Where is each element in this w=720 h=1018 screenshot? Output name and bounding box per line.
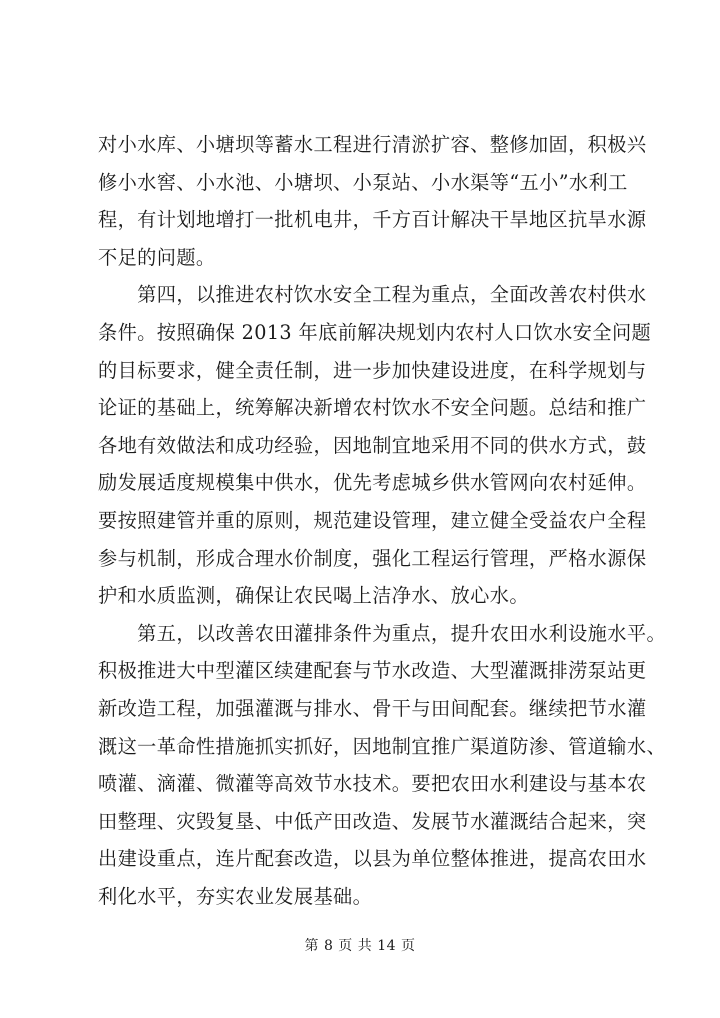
text-line: 参与机制，形成合理水价制度，强化工程运行管理，严格水源保 [98,546,647,570]
text-line: 溉这一革命性措施抓实抓好，因地制宜推广渠道防渗、管道输水、 [98,734,667,758]
text-line: 护和水质监测，确保让农民喝上洁净水、放心水。 [98,584,529,608]
text-line: 各地有效做法和成功经验，因地制宜地采用不同的供水方式，鼓 [98,433,647,457]
page-number-footer: 第 8 页 共 14 页 [304,938,416,954]
text-line: 积极推进大中型灌区续建配套与节水改造、大型灌溉排涝泵站更 [98,659,647,683]
text-line: 励发展适度规模集中供水，优先考虑城乡供水管网向农村延伸。 [98,471,647,495]
body-text [98,126,667,915]
text-line: 第五，以改善农田灌排条件为重点，提升农田水利设施水平。 [98,621,667,645]
text-line: 不足的问题。 [98,245,216,269]
text-line: 第四，以推进农村饮水安全工程为重点，全面改善农村供水 [98,283,647,307]
text-line: 的目标要求，健全责任制，进一步加快建设进度，在科学规划与 [98,358,647,382]
text-line: 论证的基础上，统筹解决新增农村饮水不安全问题。总结和推广 [98,396,647,420]
text-line: 出建设重点，连片配套改造，以县为单位整体推进，提高农田水 [98,847,647,871]
text-line: 修小水窖、小水池、小塘坝、小泵站、小水渠等“五小”水利工 [98,170,628,194]
text-line: 要按照建管并重的原则，规范建设管理，建立健全受益农户全程 [98,508,647,532]
text-line: 条件。按照确保 2013 年底前解决规划内农村人口饮水安全问题 [98,320,652,344]
text-line: 程，有计划地增打一批机电井，千方百计解决干旱地区抗旱水源 [98,208,647,232]
text-line: 喷灌、滴灌、微灌等高效节水技术。要把农田水利建设与基本农 [98,772,647,796]
text-line: 对小水库、小塘坝等蓄水工程进行清淤扩容、整修加固，积极兴 [98,133,647,156]
text-line: 田整理、灾毁复垦、中低产田改造、发展节水灌溉结合起来，突 [98,809,647,833]
text-line: 新改造工程，加强灌溉与排水、骨干与田间配套。继续把节水灌 [98,696,647,720]
text-line: 利化水平，夯实农业发展基础。 [98,884,373,908]
